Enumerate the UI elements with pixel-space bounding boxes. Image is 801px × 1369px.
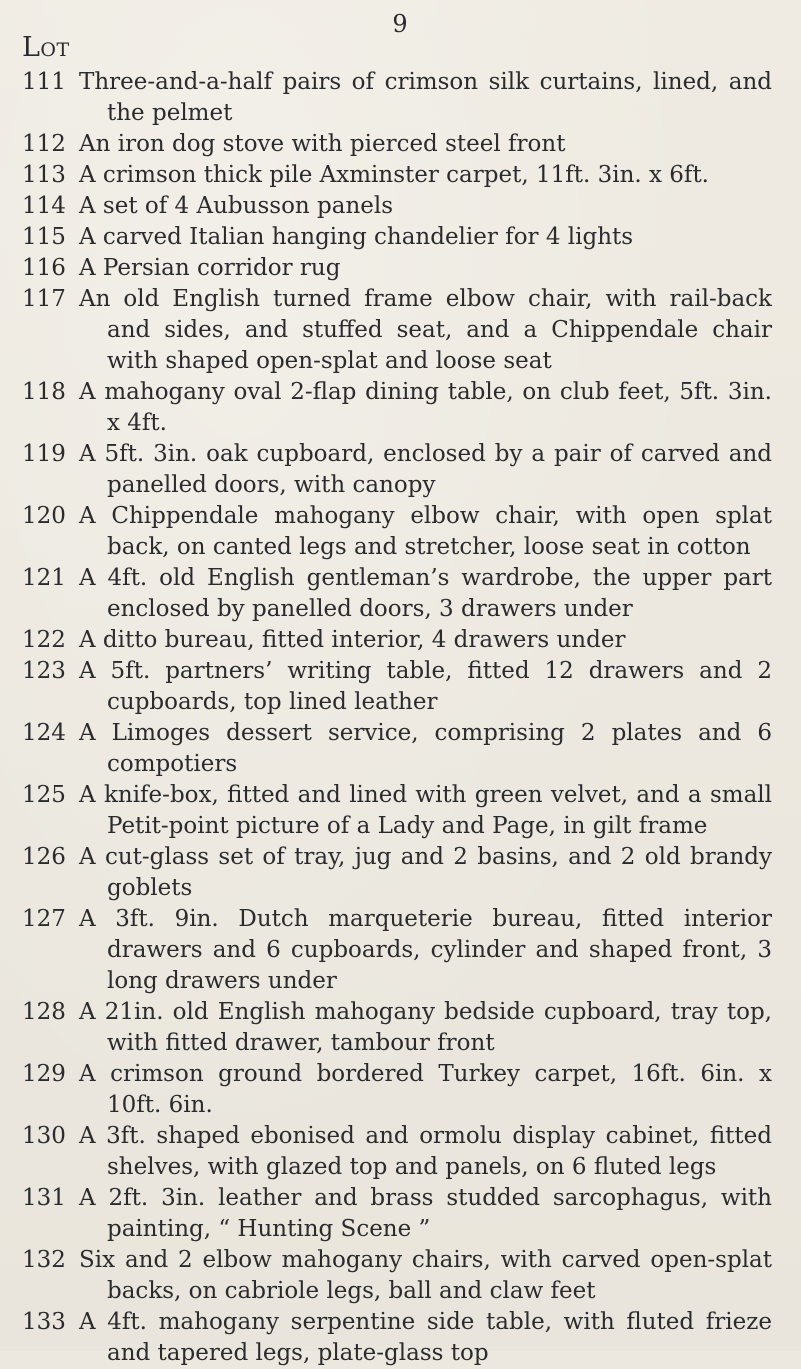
lot-entry [0, 1245, 801, 1307]
lot-description: A 5ft. partners’ writing table, fitted 12 drawers and 2 cupboards, top lined leather [79, 658, 772, 715]
lot-description: A 3ft. 9in. Dutch marqueterie bureau, fitted interior drawers and 6 cupboards, cylinder and shaped front, 3 long drawers under [79, 906, 772, 994]
page-number: 9 [392, 10, 408, 38]
lot-description: A Persian corridor rug [79, 255, 341, 281]
lot-number: 120 [22, 503, 66, 529]
lot-entry [0, 160, 801, 191]
lot-number: 113 [22, 162, 66, 188]
lot-number: 125 [22, 782, 66, 808]
lot-entry [0, 842, 801, 904]
lot-entry [0, 439, 801, 501]
lot-description: A Chippendale mahogany elbow chair, with open splat back, on canted legs and stretcher, loose seat in cotton [79, 503, 772, 560]
lot-entry [0, 253, 801, 284]
lot-number: 130 [22, 1123, 66, 1149]
lot-number: 116 [22, 255, 66, 281]
lot-description: Six and 2 elbow mahogany chairs, with carved open-splat backs, on cabriole legs, ball and claw feet [79, 1247, 772, 1304]
lot-number: 118 [22, 379, 66, 405]
lot-number: 129 [22, 1061, 66, 1087]
lot-description: A 4ft. mahogany serpentine side table, with fluted frieze and tapered legs, plate-glass top [79, 1309, 772, 1366]
lot-number: 114 [22, 193, 66, 219]
lot-number: 117 [22, 286, 66, 312]
lot-entry [0, 501, 801, 563]
lot-description: A 3ft. shaped ebonised and ormolu display cabinet, fitted shelves, with glazed top and panels, on 6 fluted legs [79, 1123, 772, 1180]
lot-entry [0, 67, 801, 129]
lot-entry [0, 1059, 801, 1121]
lot-entry [0, 625, 801, 656]
lot-entry [0, 191, 801, 222]
lot-entry [0, 718, 801, 780]
lot-entry [0, 997, 801, 1059]
lot-entry [0, 1307, 801, 1369]
lot-number: 119 [22, 441, 66, 467]
lot-number: 111 [22, 69, 66, 95]
lot-number: 128 [22, 999, 66, 1025]
lot-description: A knife-box, fitted and lined with green velvet, and a small Petit-point picture of a Lady and Page, in gilt frame [79, 782, 772, 839]
lot-entry [0, 222, 801, 253]
lot-description: A 2ft. 3in. leather and brass studded sarcophagus, with painting, “ Hunting Scene ” [79, 1185, 772, 1242]
lot-description: A cut-glass set of tray, jug and 2 basins, and 2 old brandy goblets [79, 844, 772, 901]
lot-entry [0, 563, 801, 625]
lot-entry [0, 656, 801, 718]
lot-number: 122 [22, 627, 66, 653]
lot-number: 124 [22, 720, 66, 746]
lot-entry [0, 780, 801, 842]
lot-entry [0, 284, 801, 377]
lot-description: An old English turned frame elbow chair, with rail-back and sides, and stuffed seat, and a Chippendale chair with shaped open-splat and loose seat [79, 286, 772, 374]
lot-description: A 4ft. old English gentleman’s wardrobe, the upper part enclosed by panelled doors, 3 drawers under [79, 565, 772, 622]
lot-list [0, 67, 801, 1369]
lot-number: 115 [22, 224, 66, 250]
lot-description: Three-and-a-half pairs of crimson silk curtains, lined, and the pelmet [79, 69, 772, 126]
lot-description: A crimson ground bordered Turkey carpet, 16ft. 6in. x 10ft. 6in. [79, 1061, 772, 1118]
lot-description: A set of 4 Aubusson panels [79, 193, 394, 219]
lot-number: 127 [22, 906, 66, 932]
lot-entry [0, 377, 801, 439]
lot-number: 132 [22, 1247, 66, 1273]
lot-number: 123 [22, 658, 66, 684]
lot-description: A crimson thick pile Axminster carpet, 11ft. 3in. x 6ft. [79, 162, 709, 188]
lot-description: A Limoges dessert service, comprising 2 plates and 6 compotiers [79, 720, 772, 777]
lot-column-header: Lot [22, 32, 70, 63]
lot-description: A carved Italian hanging chandelier for 4 lights [79, 224, 634, 250]
lot-description: A mahogany oval 2-flap dining table, on club feet, 5ft. 3in. x 4ft. [79, 379, 772, 436]
lot-entry [0, 1183, 801, 1245]
lot-description: A 5ft. 3in. oak cupboard, enclosed by a pair of carved and panelled doors, with canopy [79, 441, 772, 498]
lot-number: 112 [22, 131, 66, 157]
lot-number: 133 [22, 1309, 66, 1335]
lot-number: 131 [22, 1185, 66, 1211]
lot-entry [0, 904, 801, 997]
lot-description: A 21in. old English mahogany bedside cupboard, tray top, with fitted drawer, tambour front [79, 999, 772, 1056]
lot-entry [0, 1121, 801, 1183]
lot-number: 121 [22, 565, 66, 591]
lot-description: An iron dog stove with pierced steel front [79, 131, 566, 157]
lot-entry [0, 129, 801, 160]
lot-description: A ditto bureau, fitted interior, 4 drawers under [79, 627, 626, 653]
lot-number: 126 [22, 844, 66, 870]
